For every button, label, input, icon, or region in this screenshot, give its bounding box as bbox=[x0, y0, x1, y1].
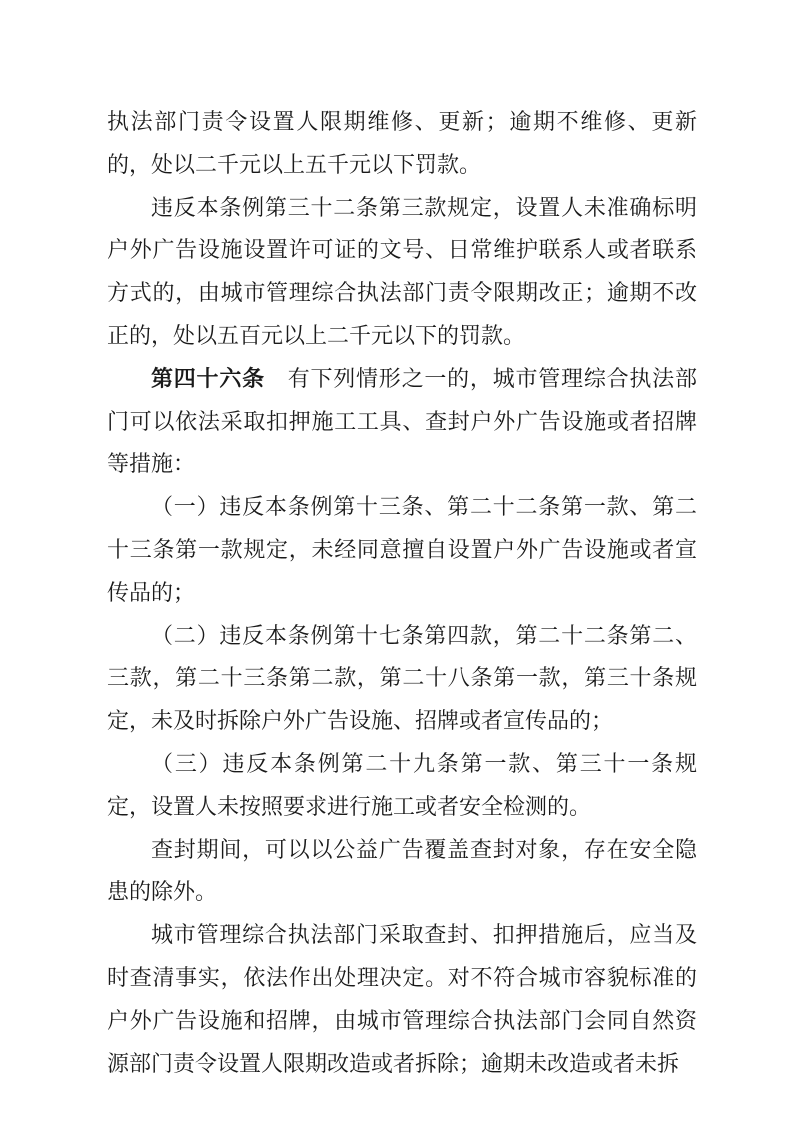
article-46 bbox=[107, 359, 697, 487]
paragraph-text: 有下列情形之一的，城市管理综合执法部门可以依法采取扣押施工工具、查封户外广告设施或者招牌等措施： bbox=[107, 366, 697, 478]
paragraph-text: 执法部门责令设置人限期维修、更新；逾期不维修、更新的，处以二千元以上五千元以下罚款。 bbox=[107, 110, 697, 178]
list-item-1 bbox=[107, 487, 697, 615]
paragraph-text: （二）违反本条例第十七条第四款，第二十二条第二、三款，第二十三条第二款，第二十八条第一款，第三十条规定，未及时拆除户外广告设施、招牌或者宣传品的； bbox=[107, 623, 697, 735]
article-heading: 第四十六条 bbox=[151, 366, 265, 392]
paragraph-continuation bbox=[107, 102, 697, 188]
paragraph-article-32-violation bbox=[107, 188, 697, 359]
list-item-2 bbox=[107, 616, 697, 744]
paragraph-post-seizure bbox=[107, 915, 697, 1086]
paragraph-text: （一）违反本条例第十三条、第二十二条第一款、第二十三条第一款规定，未经同意擅自设置户外广告设施或者宣传品的； bbox=[107, 495, 697, 606]
paragraph-text: 城市管理综合执法部门采取查封、扣押措施后，应当及时查清事实，依法作出处理决定。对不符合城市容貌标准的户外广告设施和招牌，由城市管理综合执法部门会同自然资源部门责令设置人限期改造或者拆除；逾期未改造或者未拆 bbox=[107, 923, 697, 1077]
paragraph-text: 违反本条例第三十二条第三款规定，设置人未准确标明户外广告设施设置许可证的文号、日常维护联系人或者联系方式的，由城市管理综合执法部门责令限期改正；逾期不改正的，处以五百元以上二千元以下的罚款。 bbox=[107, 195, 697, 349]
paragraph-seal-period bbox=[107, 830, 697, 916]
document-body bbox=[107, 102, 697, 1086]
paragraph-text: 查封期间，可以以公益广告覆盖查封对象，存在安全隐患的除外。 bbox=[107, 837, 697, 906]
paragraph-text: （三）违反本条例第二十九条第一款、第三十一条规定，设置人未按照要求进行施工或者安全检测的。 bbox=[107, 751, 697, 820]
list-item-3 bbox=[107, 744, 697, 830]
